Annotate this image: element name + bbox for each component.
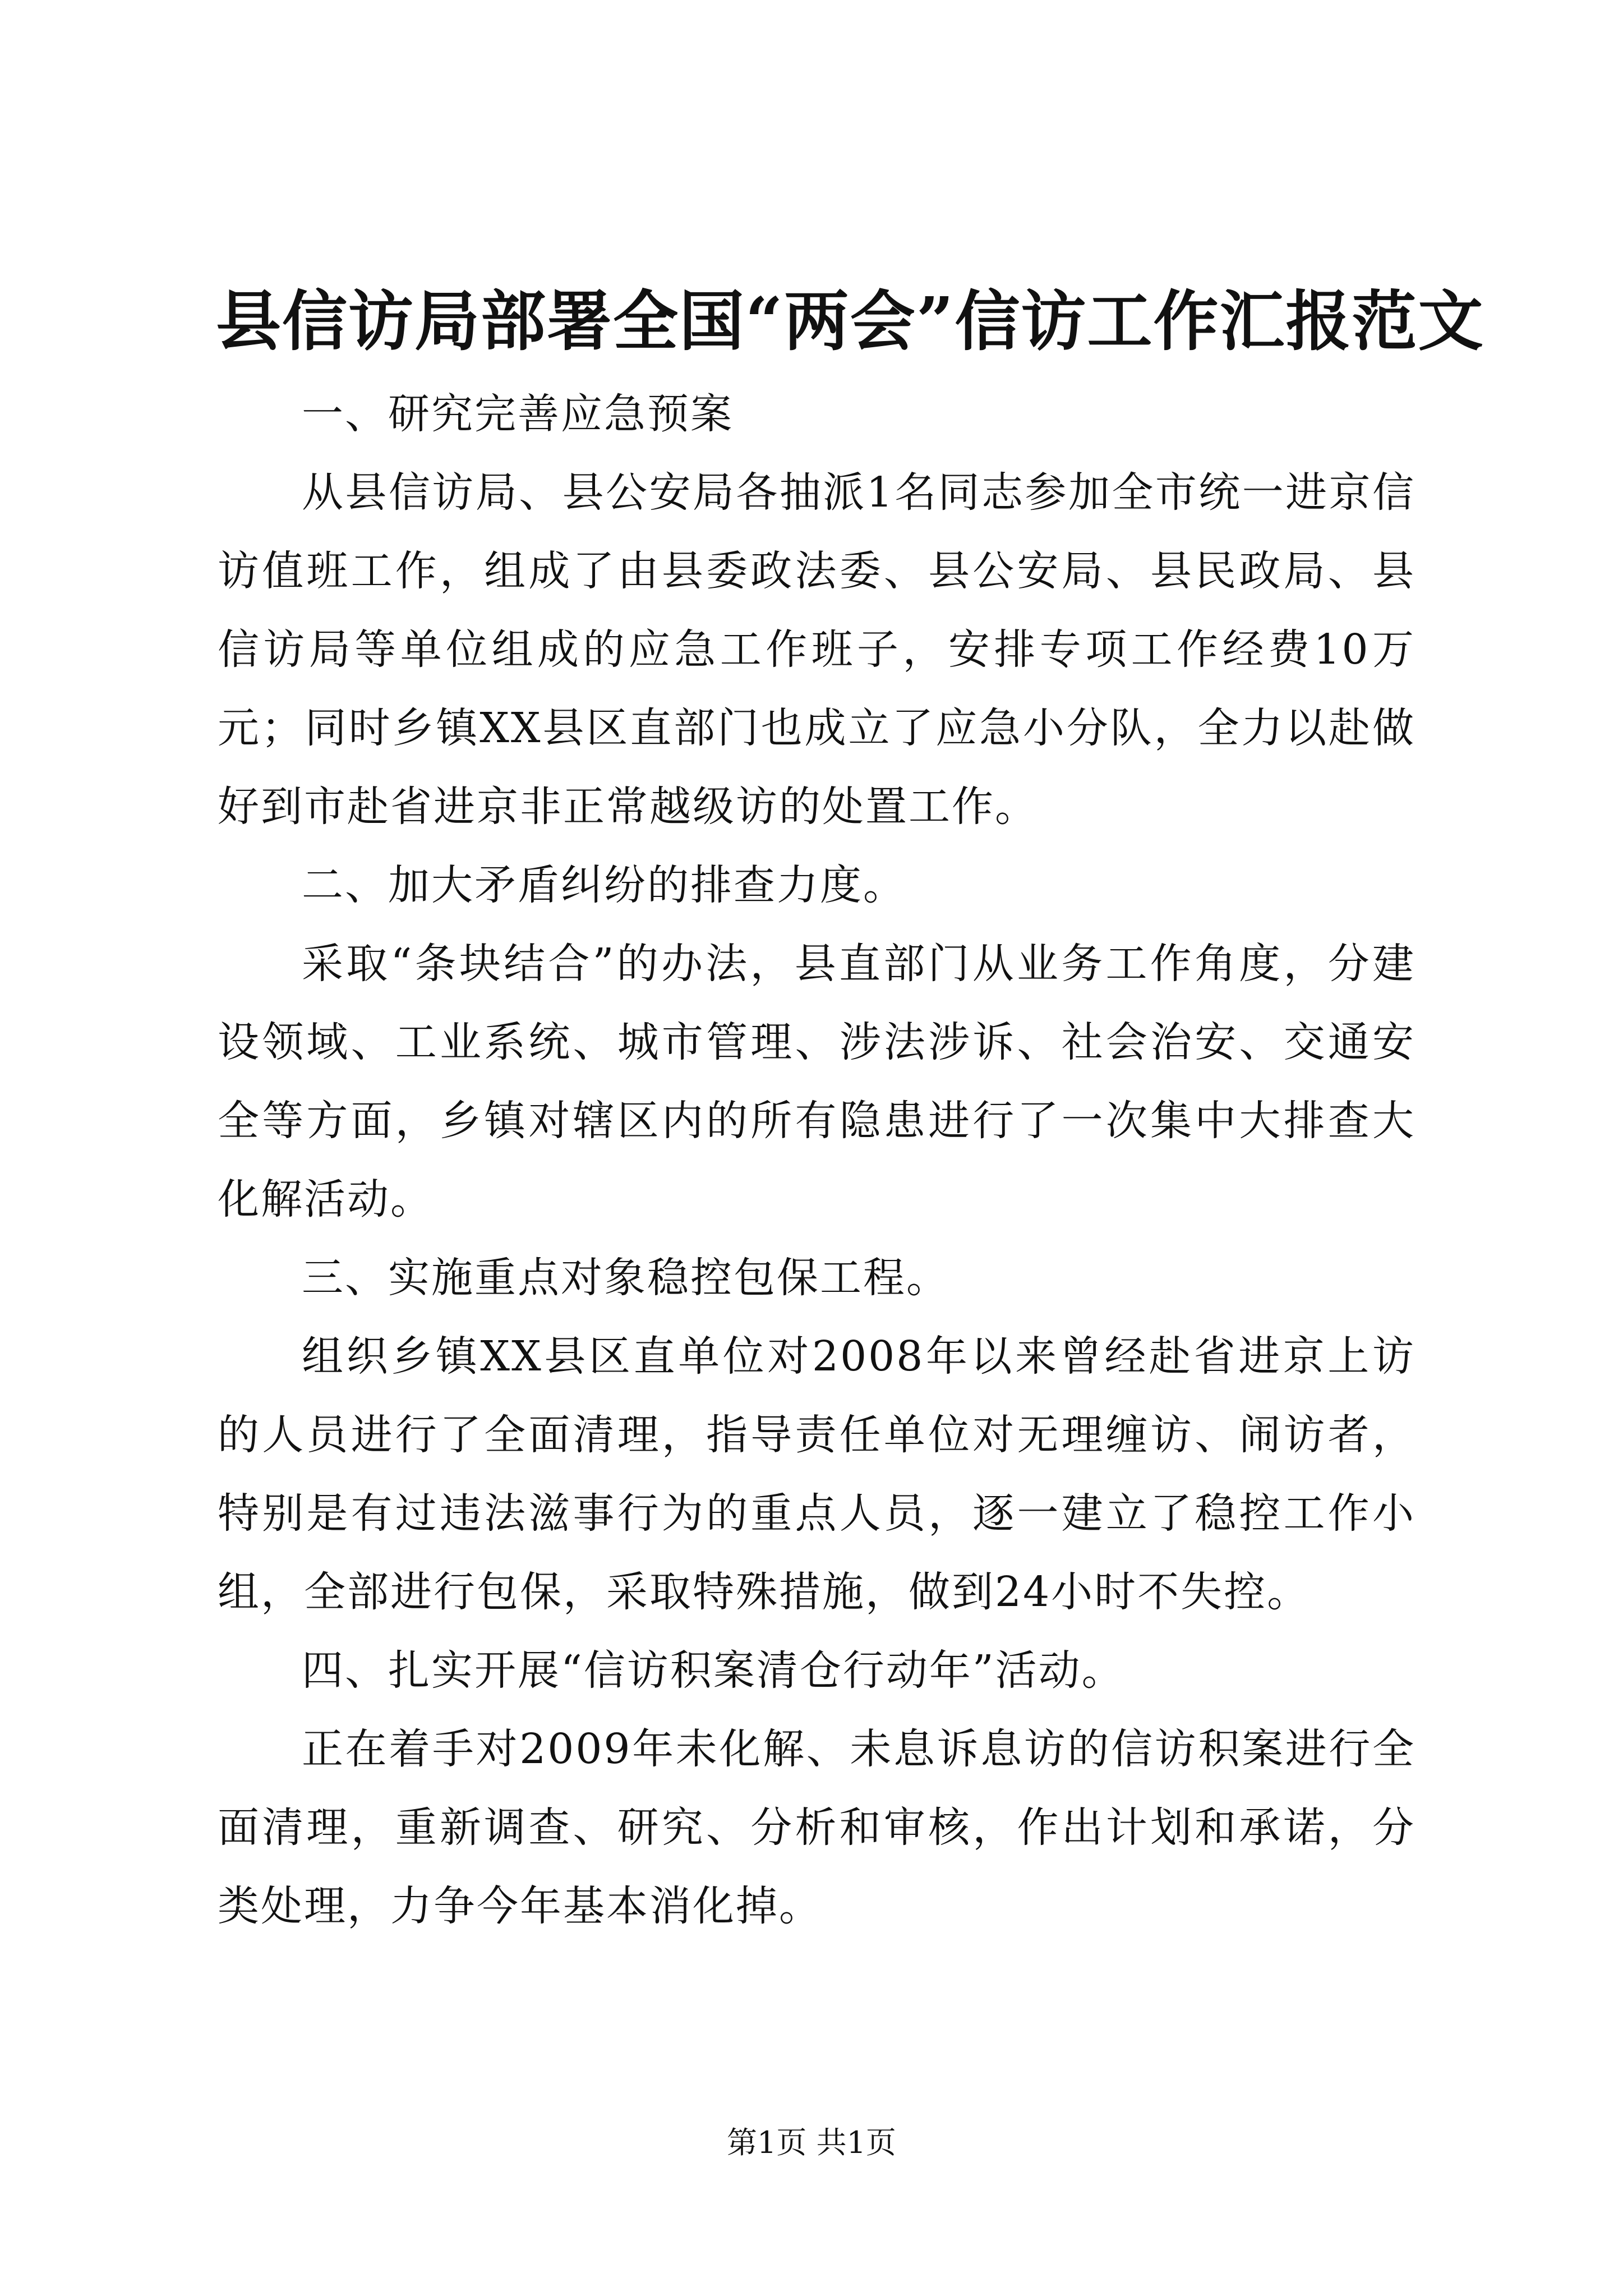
page-number-label: 第1页 共1页 [727, 2125, 896, 2160]
section-heading-3: 三、实施重点对象稳控包保工程。 [302, 1254, 949, 1302]
body-paragraph-4: 正在着手对2009年未化解、未息诉息访的信访积案进行全面清理，重新调查、研究、分析和审核，作出计划和承诺，分类处理，力争今年基本消化掉。 [218, 1725, 1415, 1930]
section-heading-2: 二、加大矛盾纠纷的排查力度。 [302, 861, 906, 909]
body-paragraph-1: 从县信访局、县公安局各抽派1名同志参加全市统一进京信访值班工作，组成了由县委政法委、县公安局、县民政局、县信访局等单位组成的应急工作班子，安排专项工作经费10万元；同时乡镇XX县区直部门也成立了应急小分队，全力以赴做好到市赴省进京非正常越级访的处置工作。 [218, 468, 1415, 831]
body-paragraph-2: 采取“条块结合”的办法，县直部门从业务工作角度，分建设领域、工业系统、城市管理、涉法涉诉、社会治安、交通安全等方面，乡镇对辖区内的所有隐患进行了一次集中大排查大化解活动。 [218, 940, 1415, 1223]
page-footer [0, 2120, 1623, 2165]
body-paragraph-3: 组织乡镇XX县区直单位对2008年以来曾经赴省进京上访的人员进行了全面清理，指导责任单位对无理缠访、闹访者，特别是有过违法滋事行为的重点人员，逐一建立了稳控工作小组，全部进行包保，采取特殊措施，做到24小时不失控。 [218, 1332, 1415, 1616]
section-heading-4: 四、扎实开展“信访积案清仓行动年”活动。 [302, 1646, 1125, 1695]
document-body [218, 375, 1415, 1945]
document-title: 县信访局部署全国“两会”信访工作汇报范文 [216, 283, 1484, 360]
section-heading-1: 一、研究完善应急预案 [302, 390, 734, 438]
